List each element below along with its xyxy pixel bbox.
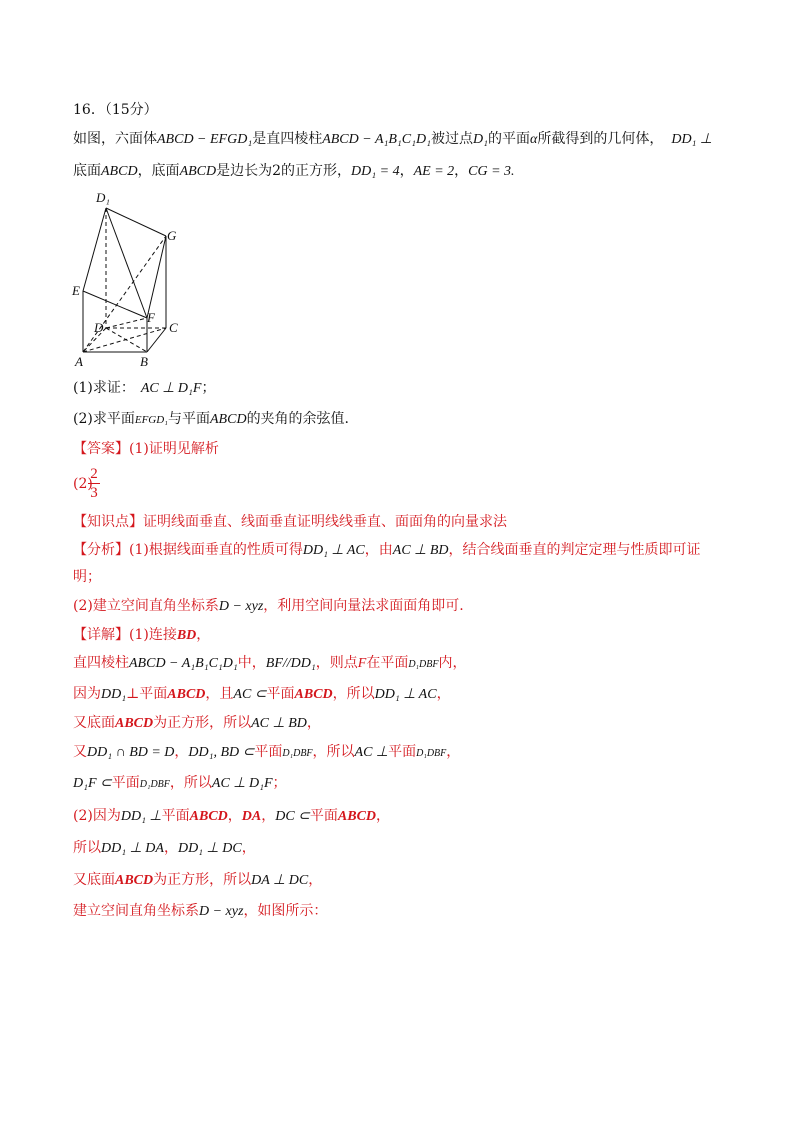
stem-text: 是直四棱柱 [252, 131, 323, 147]
stem-math: CG = 3. [468, 164, 515, 179]
stem-math: DD₁ = 4 [351, 164, 400, 179]
detail-text: ， [308, 872, 323, 888]
analysis-line-2: 明； [73, 569, 101, 585]
analysis-line-3 [73, 596, 464, 617]
label-B: B [140, 354, 148, 369]
detail-text: ，所以 [169, 775, 212, 791]
detail-math: ABCD [167, 687, 206, 702]
edge-E-F [83, 291, 147, 318]
detail-text: 平面 [309, 808, 338, 824]
label-F: F [147, 310, 155, 325]
detail-math: DD₁ ∩ BD = D [87, 745, 175, 760]
q2-math: ABCD [210, 412, 247, 427]
detail-math: ABCD [115, 716, 154, 731]
knowledge-text: 证明线面垂直、线面垂直证明线线垂直、面面角的向量求法 [143, 514, 507, 530]
detail-line-8 [73, 838, 256, 859]
detail-text: (2)因为 [73, 808, 121, 824]
detail-text: ， [436, 686, 451, 702]
stem-math: ABCD [179, 164, 217, 179]
fraction-denominator: 3 [90, 485, 98, 501]
detail-text: ； [272, 775, 287, 791]
detail-line-9 [73, 870, 322, 891]
stem-text: 的平面 [487, 131, 530, 147]
edge-D-F-hidden [106, 318, 147, 328]
fraction-bar [88, 483, 100, 484]
detail-line-10 [73, 901, 327, 922]
q2-text: 的夹角的余弦值. [246, 411, 350, 427]
detail-math: ABCD [294, 687, 333, 702]
problem-number: 16．（15分） [73, 102, 158, 118]
stem-text: ， [454, 163, 469, 179]
detail-math: BF//DD₁ [265, 656, 316, 671]
detail-text: 直四棱柱 [73, 655, 129, 671]
detail-math: D₁DBF [416, 748, 447, 759]
stem-math: ABCD [101, 164, 138, 179]
stem-math: ABCD − A₁B₁C₁D₁ [322, 132, 431, 147]
q1-text: (1)求证： [73, 380, 135, 396]
detail-math: ABCD [189, 809, 228, 824]
detail-text: 建立空间直角坐标系 [73, 903, 199, 919]
stem-text: 如图，六面体 [73, 131, 157, 147]
detail-math: F [357, 656, 367, 671]
stem-text: ， [399, 163, 414, 179]
analysis-text: ，由 [364, 542, 393, 558]
fraction-numerator: 2 [90, 466, 98, 482]
detail-text: (1)连接 [129, 627, 177, 643]
answer-fraction [88, 466, 100, 501]
problem-stem-line-2 [73, 161, 515, 182]
detail-text: 平面 [161, 808, 190, 824]
q1-math: AC ⊥ D₁F [140, 381, 202, 396]
detail-text: 中， [237, 655, 266, 671]
detail-text: 平面 [388, 744, 417, 760]
analysis-text: ，利用空间向量法求面面角即可. [263, 598, 464, 614]
detail-text: 为正方形，所以 [153, 715, 252, 731]
q1-end: ； [201, 380, 216, 396]
detail-line-2 [73, 653, 466, 675]
label-D1: D₁ [96, 190, 110, 205]
answer-part2-prefix: (2) [73, 476, 93, 492]
detail-text: ， [196, 627, 211, 643]
detail-math: DD₁ ⊥ AC [374, 687, 437, 702]
stem-text: 被过点 [430, 131, 473, 147]
problem-stem-line-1 [73, 129, 712, 150]
stem-text: 底面 [73, 163, 101, 179]
detail-text: 又底面 [73, 715, 115, 731]
edge-B-C [147, 328, 166, 352]
detail-math: DC ⊂ [275, 809, 310, 824]
analysis-text: (1)根据线面垂直的性质可得 [129, 542, 303, 558]
detail-text: ， [306, 715, 321, 731]
stem-math: AE = 2 [413, 164, 455, 179]
detail-text: 平面 [254, 744, 283, 760]
stem-math: ABCD − EFGD₁ [157, 132, 253, 147]
label-A: A [75, 354, 83, 369]
detail-math: DD₁ [101, 687, 127, 702]
detail-text: ， [174, 744, 189, 760]
detail-text: ， [446, 744, 461, 760]
detail-math: DD₁ ⊥ DA [101, 841, 164, 856]
detail-text: ， [163, 840, 178, 856]
analysis-math: D − xyz [218, 599, 264, 614]
detail-math: AC ⊥ [354, 745, 389, 760]
detail-line-4 [73, 713, 321, 734]
label-D: D [94, 320, 104, 335]
detail-math: D − xyz [199, 904, 244, 919]
stem-math: α [529, 132, 538, 147]
analysis-tag: 【分析】 [73, 542, 129, 558]
analysis-text: ，结合线面垂直的判定定理与性质即可证 [448, 542, 701, 558]
detail-tag: 【详解】 [73, 627, 129, 643]
answer-part1: (1)证明见解析 [129, 441, 219, 457]
detail-text: 内， [438, 655, 467, 671]
detail-line-6 [73, 773, 287, 795]
detail-text: ， [227, 808, 242, 824]
label-G: G [167, 228, 177, 243]
edge-G-F [147, 236, 166, 318]
detail-text: 平面 [111, 775, 140, 791]
detail-math: BD [176, 628, 197, 643]
knowledge-line [73, 512, 507, 532]
detail-text: ，所以 [312, 744, 355, 760]
stem-math: DD₁ ⊥ [671, 132, 713, 147]
detail-text: ⊥平面 [126, 686, 168, 702]
stem-text: 是边长为2的正方形， [216, 163, 352, 179]
detail-text: 在平面 [366, 655, 409, 671]
detail-text: 所以 [73, 840, 101, 856]
answer-line-1 [73, 439, 219, 459]
detail-math: ABCD [115, 873, 154, 888]
detail-text: ， [261, 808, 276, 824]
detail-math: D₁DBF [408, 659, 439, 670]
detail-line-3 [73, 684, 451, 705]
q2-text: 与平面 [168, 411, 210, 427]
analysis-text: (2)建立空间直角坐标系 [73, 598, 219, 614]
detail-text: 平面 [266, 686, 295, 702]
question-1 [73, 378, 215, 399]
detail-line-7 [73, 806, 390, 827]
detail-text: 为正方形，所以 [153, 872, 252, 888]
polyhedron-figure [70, 188, 190, 370]
stem-math: D₁ [472, 132, 488, 147]
question-2 [73, 409, 349, 430]
q2-text: (2)求平面 [73, 411, 135, 427]
detail-line-5 [73, 742, 460, 764]
analysis-line-1 [73, 540, 701, 561]
detail-math: DA ⊥ DC [251, 873, 309, 888]
analysis-math: DD₁ ⊥ AC [302, 543, 365, 558]
analysis-math: AC ⊥ BD [392, 543, 449, 558]
edge-D1-E [83, 208, 106, 291]
detail-math: ABCD [337, 809, 377, 824]
detail-text: 又 [73, 744, 87, 760]
detail-math: D₁DBF [282, 748, 313, 759]
answer-tag: 【答案】 [73, 441, 129, 457]
detail-math: DA [241, 809, 262, 824]
detail-math: ABCD − A₁B₁C₁D₁ [129, 656, 238, 671]
detail-text: ，则点 [315, 655, 358, 671]
q2-math: EFGD₁ [134, 414, 168, 426]
detail-text: ，所以 [332, 686, 375, 702]
detail-math: DD₁ ⊥ DC [177, 841, 242, 856]
detail-math: D₁DBF [139, 779, 170, 790]
detail-math: AC ⊂ [233, 687, 267, 702]
stem-text: ，底面 [137, 163, 180, 179]
detail-text: ， [241, 840, 256, 856]
detail-text: 又底面 [73, 872, 115, 888]
knowledge-tag: 【知识点】 [73, 514, 143, 530]
detail-text: ，且 [205, 686, 234, 702]
label-C: C [169, 320, 178, 335]
detail-math: AC ⊥ BD [251, 716, 307, 731]
detail-text: ，如图所示： [243, 903, 328, 919]
detail-text: 因为 [73, 686, 101, 702]
edge-D-B-hidden [106, 328, 147, 352]
stem-text: 所截得到的几何体， [537, 131, 664, 147]
detail-math: AC ⊥ D₁F [211, 776, 273, 791]
label-E: E [72, 283, 80, 298]
detail-math: D₁F ⊂ [73, 776, 112, 791]
detail-line-1 [73, 625, 210, 646]
detail-math: DD₁, BD ⊂ [188, 745, 255, 760]
detail-math: DD₁ ⊥ [120, 809, 162, 824]
detail-text: ， [376, 808, 391, 824]
